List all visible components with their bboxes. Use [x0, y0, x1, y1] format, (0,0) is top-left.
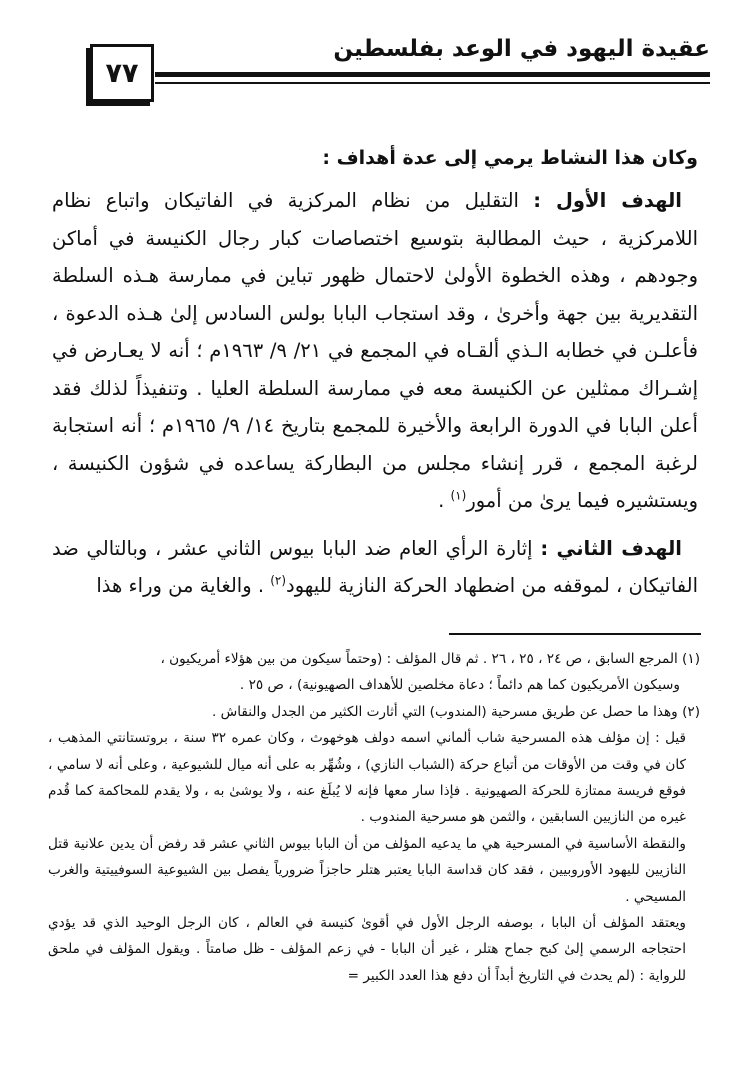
- page-number: ٧٧: [105, 57, 139, 89]
- paragraph-goal-1: [52, 182, 698, 520]
- footnote-2: (٢) وهذا ما حصل عن طريق مسرحية (المندوب) التي أثارت الكثير من الجدل والنقاش .: [212, 703, 700, 720]
- goal-2-text: إثارة الرأي العام ضد البابا بيوس الثاني عشر ، وبالتالي ضد الفاتيكان ، لموقفه من اضطهاد الحركة النازية لليهود: [52, 536, 698, 597]
- footnote-ref-1: (١): [450, 488, 467, 503]
- goal-2-label: الهدف الثاني :: [540, 536, 682, 560]
- page-header: [0, 0, 750, 110]
- goal-1-label: الهدف الأول :: [533, 189, 682, 212]
- header-rule-thick: [155, 72, 710, 77]
- footnotes: [48, 646, 700, 989]
- footnote-2-paragraph-1: قيل : إن مؤلف هذه المسرحية شاب ألماني اسمه دولف هوخهوث ، وكان عمره ٣٢ سنة ، بروتستانتي المذهب ، كان في وقت من الأوقات من أتباع حركة (الشباب النازي) ، وشُهِّر به على أنه ميال للشيوعية ، وعلى أنه لا سامي ، فوقع فريسة ممتازة للحركة الصهيونية . فإذا سار معها فإنه لا يُبلَغ عنه ، ولا يوشىٰ به ، ولا يقدم للمحاكمة كما قُدم غيره من النازيين السابقين ، والثمن هو مسرحية المندوب .: [48, 730, 686, 826]
- footnote-2-paragraph-3: ويعتقد المؤلف أن البابا ، بوصفه الرجل الأول في أقوىٰ كنيسة في العالم ، كان الرجل الوحيد الذي قد يؤدي احتجاجه الرسمي إلىٰ كبح جماح هتلر ، غير أن البابا - في زعم المؤلف - ظل صامتاً . ويقول المؤلف في ملحق للرواية : (لم يحدث في التاريخ أبداً أن دفع هذا العدد الكبير =: [48, 915, 686, 984]
- footnote-ref-2: (٢): [270, 573, 287, 588]
- footnote-2-paragraph-2: والنقطة الأساسية في المسرحية هي ما يدعيه المؤلف من أن البابا بيوس الثاني عشر قد رفض أن يدين علانية قتل النازيين لليهود الأوروبيين ، فقد كان قداسة البابا يعتبر هتلر حاجزاً ضرورياً يفصل بين الشيوعية السوفييتية والغرب المسيحي .: [48, 835, 686, 905]
- goal-1-text: التقليل من نظام المركزية في الفاتيكان واتباع نظام اللامركزية ، حيث المطالبة بتوسيع اختصاصات كبار رجال الكنيسة في أماكن وجودهم ، وهذه الخطوة الأولىٰ لاحتمال ظهور تباين في ممارسة هـذه السلطة التقديرية بين جهة وأخرىٰ ، وقد استجاب البابا بولس السادس إلىٰ هـذه الدعوة ، فأعلـن في خطابه الـذي ألقـاه في المجمع في ٢١/ ٩/ ١٩٦٣م ؛ أنه لا يعـارض في إشـراك ممثلين عن الكنيسة معه في ممارسة السلطة العليا . وتنفيذاً لذلك فقد أعلن البابا في الدورة الرابعة والأخيرة للمجمع بتاريخ ١٤/ ٩/ ١٩٦٥م ؛ أنه استجابة لرغبة المجمع ، قرر إنشاء مجلس من البطاركة يساعده في شؤون الكنيسة ، ويستشيره فيما يرىٰ من أمور: [52, 189, 698, 512]
- footnote-1-line-2: وسيكون الأمريكيون كما هم دائماً ؛ دعاة مخلصين للأهداف الصهيونية) ، ص ٢٥ .: [239, 677, 680, 694]
- goal-2-end: . والغاية من وراء هذا: [96, 574, 271, 597]
- footnote-1-line-1: (١) المرجع السابق ، ص ٢٤ ، ٢٥ ، ٢٦ . ثم قال المؤلف : (وحتماً سيكون من بين هؤلاء أمريكيون ،: [160, 651, 700, 667]
- footnote-separator: [449, 633, 701, 635]
- running-title: عقيدة اليهود في الوعد بفلسطين: [333, 36, 710, 62]
- intro-line: وكان هذا النشاط يرمي إلى عدة أهداف :: [322, 147, 698, 169]
- goal-1-end: .: [438, 489, 451, 512]
- paragraph-goal-2: [52, 530, 698, 605]
- header-rule-thin: [155, 82, 710, 84]
- main-text: [52, 140, 698, 605]
- page-number-box: [90, 44, 154, 102]
